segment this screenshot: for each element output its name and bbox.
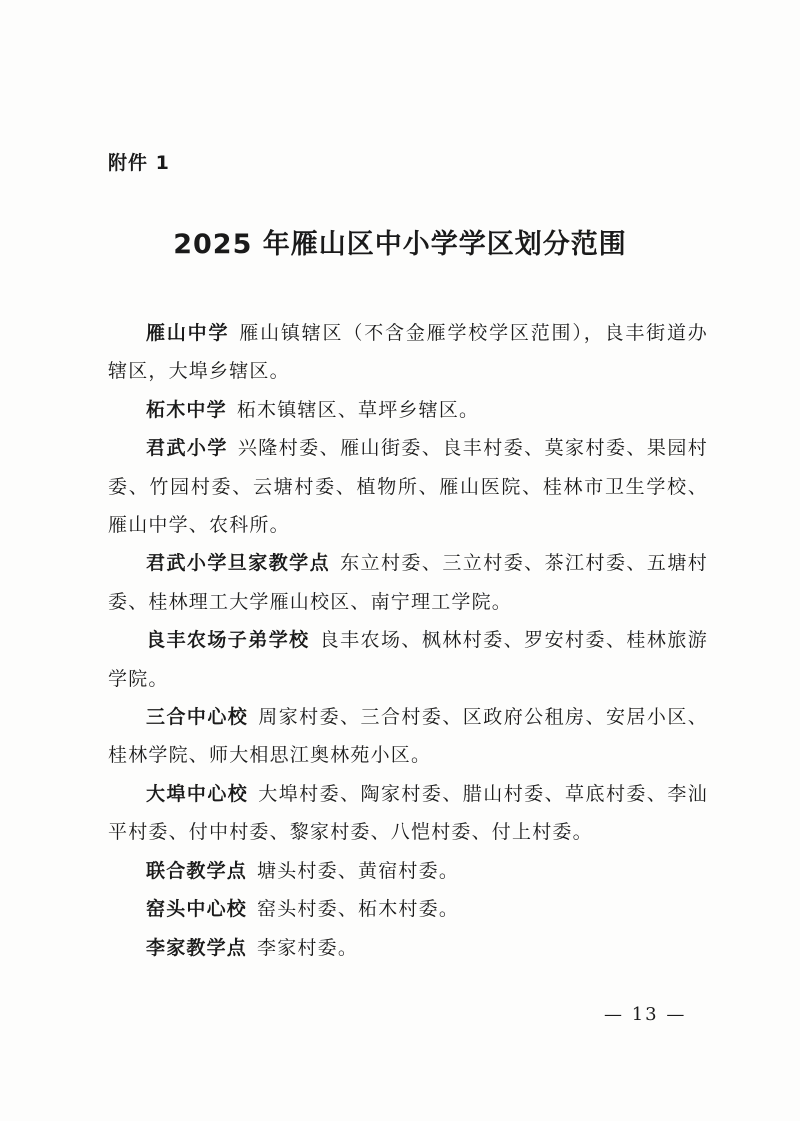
- school-name: 良丰农场子弟学校: [146, 629, 310, 652]
- school-name: 雁山中学: [146, 322, 230, 344]
- list-item: [108, 698, 708, 775]
- district-scope: 良丰农场、枫林村委、罗安村委、桂林旅游学院。: [108, 629, 708, 690]
- district-scope: 塘头村委、黄宿村委。: [257, 859, 460, 882]
- school-name: 窑头中心校: [146, 898, 248, 921]
- attachment-label: 附件 1: [108, 152, 170, 174]
- document-body: [108, 314, 708, 967]
- district-scope: 周家村委、三合村委、区政府公租房、安居小区、桂林学院、师大相思江奥林苑小区。: [108, 706, 708, 767]
- district-scope: 大埠村委、陶家村委、腊山村委、草底村委、李汕平村委、付中村委、黎家村委、八恺村委、付上村委。: [108, 782, 708, 844]
- school-name: 大埠中心校: [146, 782, 249, 805]
- list-item: [108, 852, 708, 890]
- school-name: 三合中心校: [146, 706, 249, 729]
- school-name: 联合教学点: [146, 859, 248, 882]
- list-item: [108, 890, 708, 928]
- list-item: [108, 621, 708, 698]
- district-scope: 李家村委。: [257, 936, 359, 959]
- district-scope: 柘木镇辖区、草坪乡辖区。: [236, 398, 480, 421]
- school-name: 君武小学旦家教学点: [146, 552, 331, 575]
- page-number: — 13 —: [604, 1004, 687, 1025]
- school-name: 君武小学: [146, 437, 228, 460]
- district-scope: 东立村委、三立村委、茶江村委、五塘村委、桂林理工大学雁山校区、南宁理工学院。: [108, 552, 708, 613]
- list-item: [108, 429, 708, 544]
- district-scope: 窑头村委、柘木村委。: [257, 898, 460, 921]
- school-name: 柘木中学: [146, 398, 227, 421]
- district-scope: 兴隆村委、雁山街委、良丰村委、莫家村委、果园村委、竹园村委、云塘村委、植物所、雁山医院、桂林市卫生学校、雁山中学、农科所。: [108, 437, 708, 537]
- list-item: [108, 929, 708, 967]
- list-item: [108, 775, 708, 852]
- list-item: [108, 544, 708, 621]
- school-name: 李家教学点: [146, 936, 248, 959]
- district-scope: 雁山镇辖区（不含金雁学校学区范围），良丰街道办辖区，大埠乡辖区。: [108, 322, 708, 383]
- document-title: 2025 年雁山区中小学学区划分范围: [173, 229, 627, 260]
- list-item: [108, 391, 708, 429]
- list-item: [108, 314, 708, 391]
